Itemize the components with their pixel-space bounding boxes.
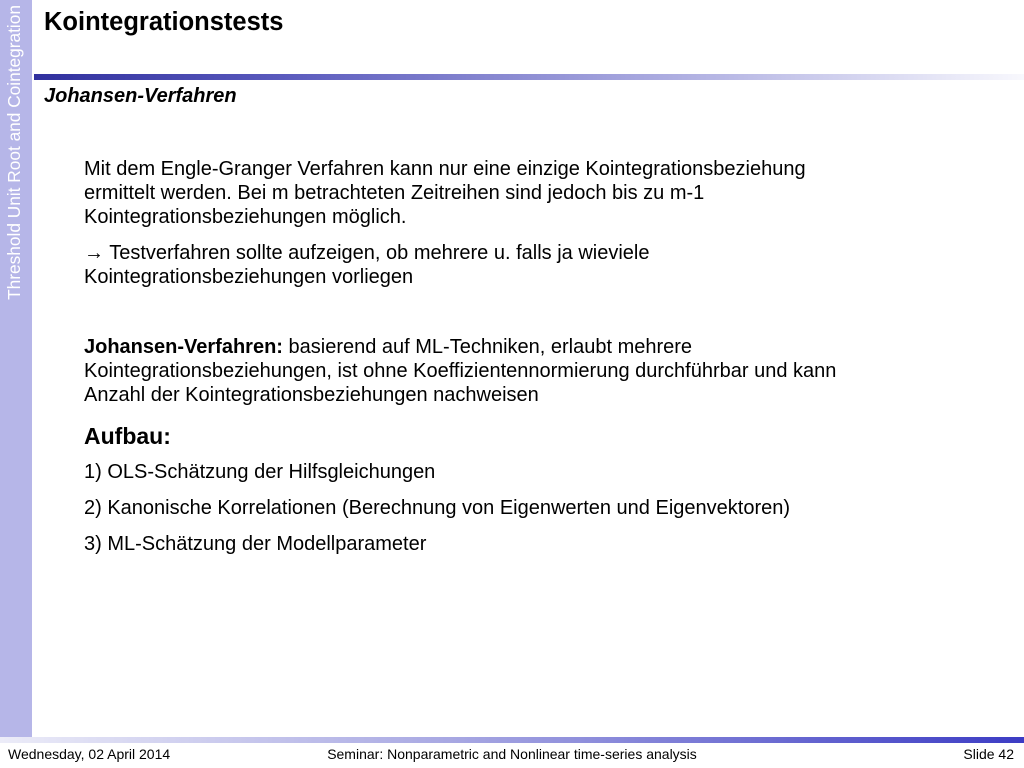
johansen-paragraph	[84, 335, 884, 407]
conclusion-line: → Testverfahren sollte aufzeigen, ob mehrere u. falls ja wieviele	[84, 242, 650, 264]
intro-paragraph	[84, 157, 884, 229]
step-item: 2) Kanonische Korrelationen (Berechnung von Eigenwerten und Eigenvektoren)	[84, 497, 791, 519]
johansen-line: Kointegrationsbeziehungen, ist ohne Koeffizientennormierung durchführbar und kann	[84, 360, 837, 382]
slide-number: Slide 42	[963, 746, 1014, 762]
vertical-presentation-title: Threshold Unit Root and Cointegration	[4, 5, 24, 300]
sidebar	[0, 0, 32, 737]
intro-line: ermittelt werden. Bei m betrachteten Zeitreihen sind jedoch bis zu m-1	[84, 182, 705, 204]
conclusion-line: Kointegrationsbeziehungen vorliegen	[84, 266, 414, 288]
intro-line: Mit dem Engle-Granger Verfahren kann nur eine einzige Kointegrationsbeziehung	[84, 158, 806, 180]
aufbau-heading: Aufbau:	[84, 423, 171, 449]
slide-body	[84, 157, 884, 556]
footer-divider	[0, 737, 1024, 743]
johansen-description: basierend auf ML-Techniken, erlaubt mehrere	[288, 336, 693, 358]
title-divider	[34, 74, 1024, 80]
johansen-line	[84, 335, 884, 359]
intro-line: Kointegrationsbeziehungen möglich.	[84, 206, 407, 228]
footer-seminar-title: Seminar: Nonparametric and Nonlinear time-series analysis	[327, 746, 697, 762]
johansen-line: Anzahl der Kointegrationsbeziehungen nachweisen	[84, 384, 539, 406]
footer-date: Wednesday, 02 April 2014	[8, 746, 171, 762]
step-item: 1) OLS-Schätzung der Hilfsgleichungen	[84, 461, 436, 483]
slide-title: Kointegrationstests	[44, 8, 284, 36]
step-item: 3) ML-Schätzung der Modellparameter	[84, 533, 427, 555]
johansen-lead-term: Johansen-Verfahren:	[84, 336, 283, 358]
slide-subtitle: Johansen-Verfahren	[44, 85, 237, 107]
conclusion-paragraph	[84, 241, 884, 289]
